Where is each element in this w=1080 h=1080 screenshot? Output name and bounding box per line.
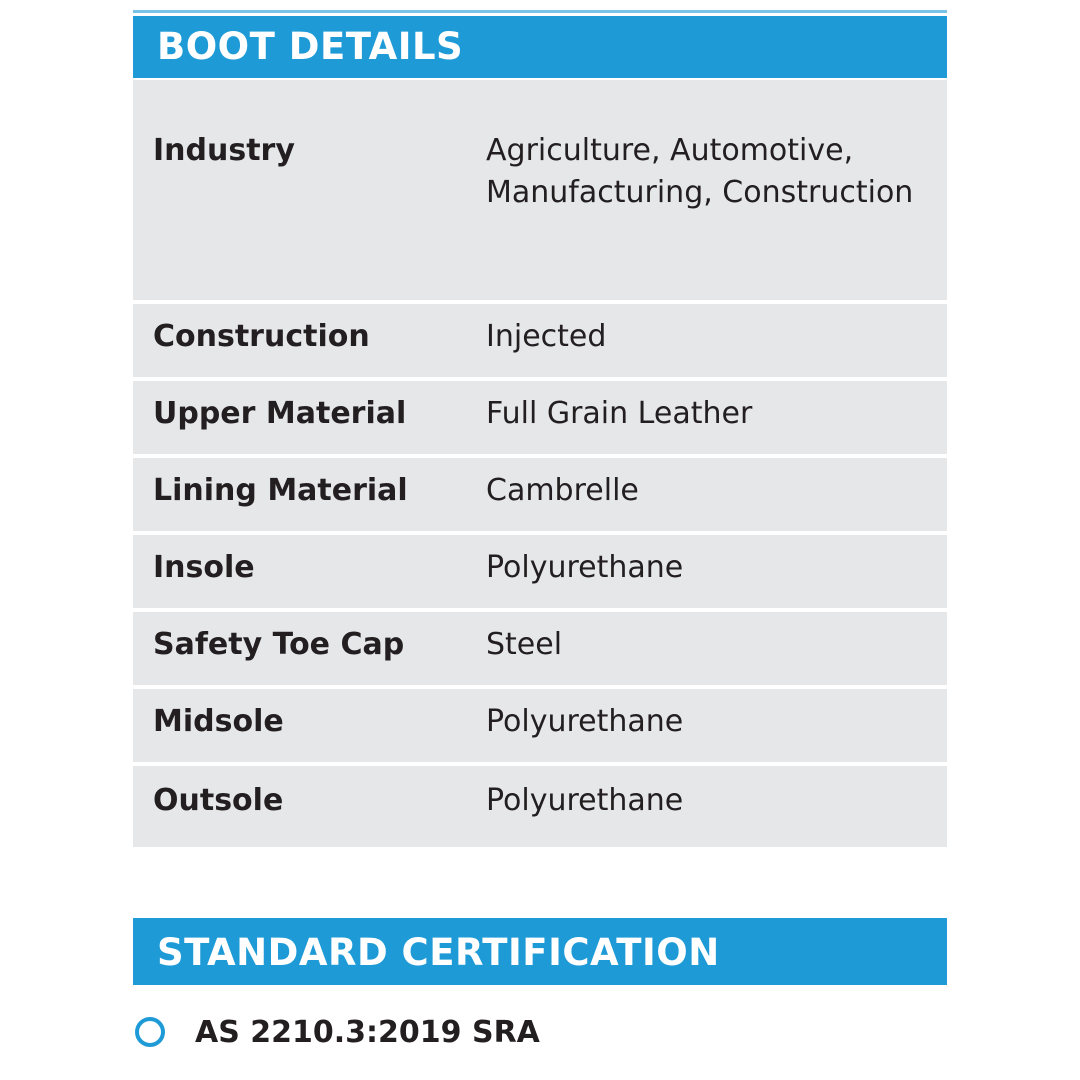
certification-item <box>133 1012 947 1056</box>
row-label: Upper Material <box>153 396 407 431</box>
row-value: Full Grain Leather <box>486 396 753 431</box>
table-row-insole <box>133 535 947 608</box>
row-value: Polyurethane <box>486 783 684 818</box>
row-label: Safety Toe Cap <box>153 627 405 662</box>
row-value: Agriculture, Automotive, Manufacturing, Construction <box>486 133 914 210</box>
standard-certification-header: STANDARD CERTIFICATION <box>133 918 947 985</box>
row-label: Construction <box>153 319 370 354</box>
table-row-upper-material <box>133 381 947 454</box>
certification-text: AS 2210.3:2019 SRA <box>195 1015 540 1050</box>
row-value: Steel <box>486 627 563 662</box>
table-row-outsole <box>133 766 947 847</box>
table-row-safety-toe-cap <box>133 612 947 685</box>
row-value: Cambrelle <box>486 473 639 508</box>
table-row-lining-material <box>133 458 947 531</box>
top-divider <box>133 10 947 13</box>
circle-bullet-icon <box>135 1017 165 1047</box>
row-value: Injected <box>486 319 607 354</box>
row-label: Lining Material <box>153 473 408 508</box>
row-label: Industry <box>153 133 295 168</box>
row-label: Midsole <box>153 704 284 739</box>
table-row-construction <box>133 304 947 377</box>
table-row-midsole <box>133 689 947 762</box>
row-value: Polyurethane <box>486 550 684 585</box>
row-label: Outsole <box>153 783 284 818</box>
boot-details-header: BOOT DETAILS <box>133 16 947 78</box>
row-value: Polyurethane <box>486 704 684 739</box>
row-label: Insole <box>153 550 255 585</box>
table-row-industry <box>133 80 947 300</box>
